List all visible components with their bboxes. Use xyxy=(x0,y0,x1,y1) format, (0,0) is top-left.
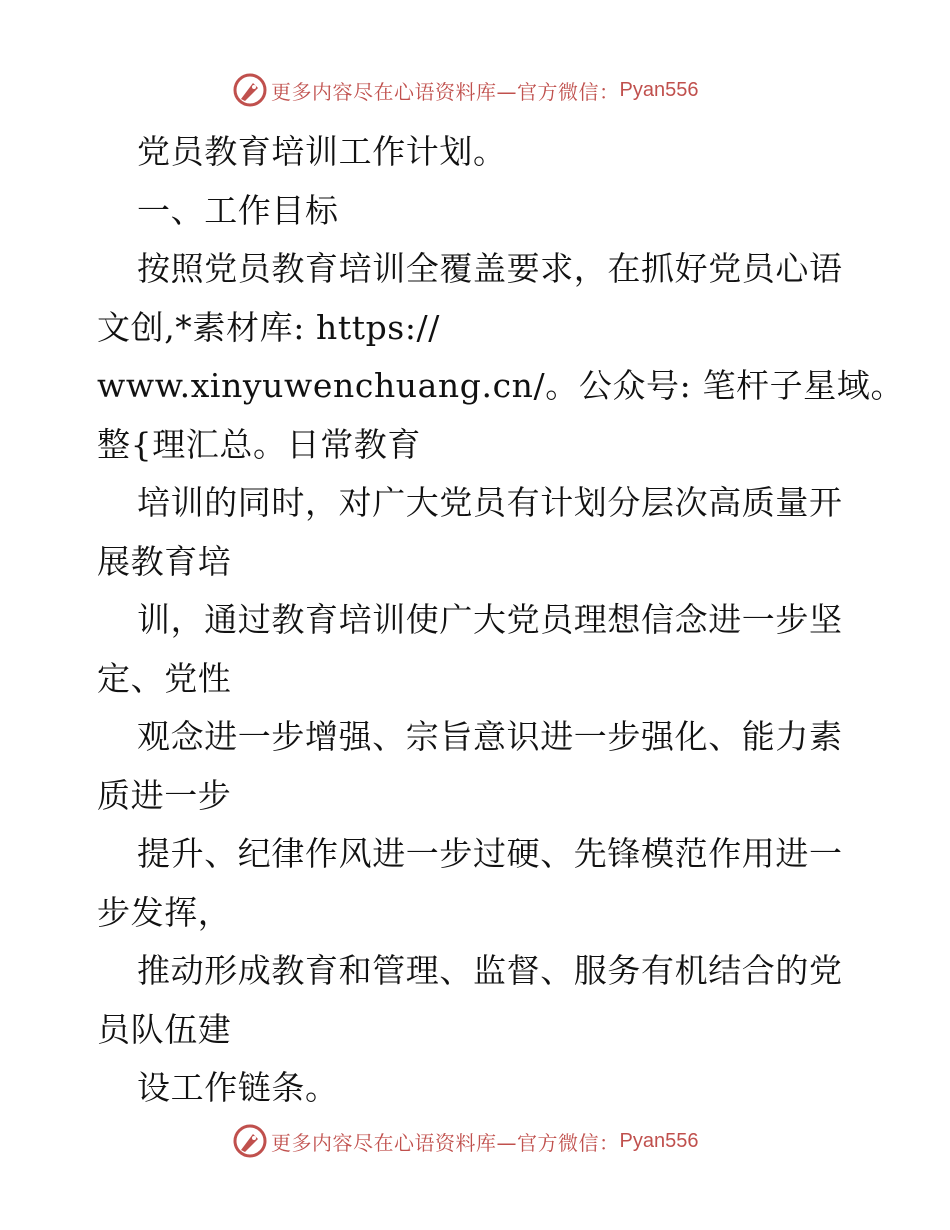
paragraph-line: 训，通过教育培训使广大党员理想信念进一步坚 xyxy=(137,600,843,639)
banner-wechat-id: Pyan556 xyxy=(619,78,699,101)
banner-wechat-label: 官方微信： xyxy=(517,1130,620,1155)
paragraph-line: 定、党性 xyxy=(97,658,232,698)
paragraph-line: www.xinyuwenchuang.cn/。公众号: 笔杆子星域。 xyxy=(97,366,905,405)
pen-nib-logo-icon xyxy=(233,1124,267,1158)
paragraph-line: 文创,*素材库: https:// xyxy=(97,307,440,347)
paragraph-line: 步发挥， xyxy=(97,892,232,932)
paragraph-line: 推动形成教育和管理、监督、服务有机结合的党 xyxy=(137,951,843,990)
banner-text: 更多内容尽在心语资料库— xyxy=(271,1130,517,1155)
paragraph-line: 设工作链条。 xyxy=(137,1068,339,1107)
banner-wechat-label: 官方微信： xyxy=(517,79,620,104)
pen-nib-logo-icon xyxy=(233,73,267,107)
paragraph-line: 展教育培 xyxy=(97,541,232,581)
paragraph-line: 按照党员教育培训全覆盖要求，在抓好党员心语 xyxy=(137,249,843,288)
banner-text: 更多内容尽在心语资料库— xyxy=(271,79,517,104)
section-heading: 一、工作目标 xyxy=(137,190,339,230)
document-title: 党员教育培训工作计划。 xyxy=(137,132,507,171)
header-watermark-banner xyxy=(233,72,698,108)
paragraph-line: 观念进一步增强、宗旨意识进一步强化、能力素 xyxy=(137,717,843,756)
footer-watermark-banner xyxy=(233,1123,698,1159)
paragraph-line: 培训的同时，对广大党员有计划分层次高质量开 xyxy=(137,483,843,522)
paragraph-line: 整{理汇总。日常教育 xyxy=(97,424,421,464)
document-body xyxy=(97,123,905,1118)
paragraph-line: 提升、纪律作风进一步过硬、先锋模范作用进一 xyxy=(137,834,843,873)
banner-wechat-id: Pyan556 xyxy=(619,1129,699,1152)
paragraph-line: 员队伍建 xyxy=(97,1009,232,1049)
paragraph-line: 质进一步 xyxy=(97,775,232,815)
